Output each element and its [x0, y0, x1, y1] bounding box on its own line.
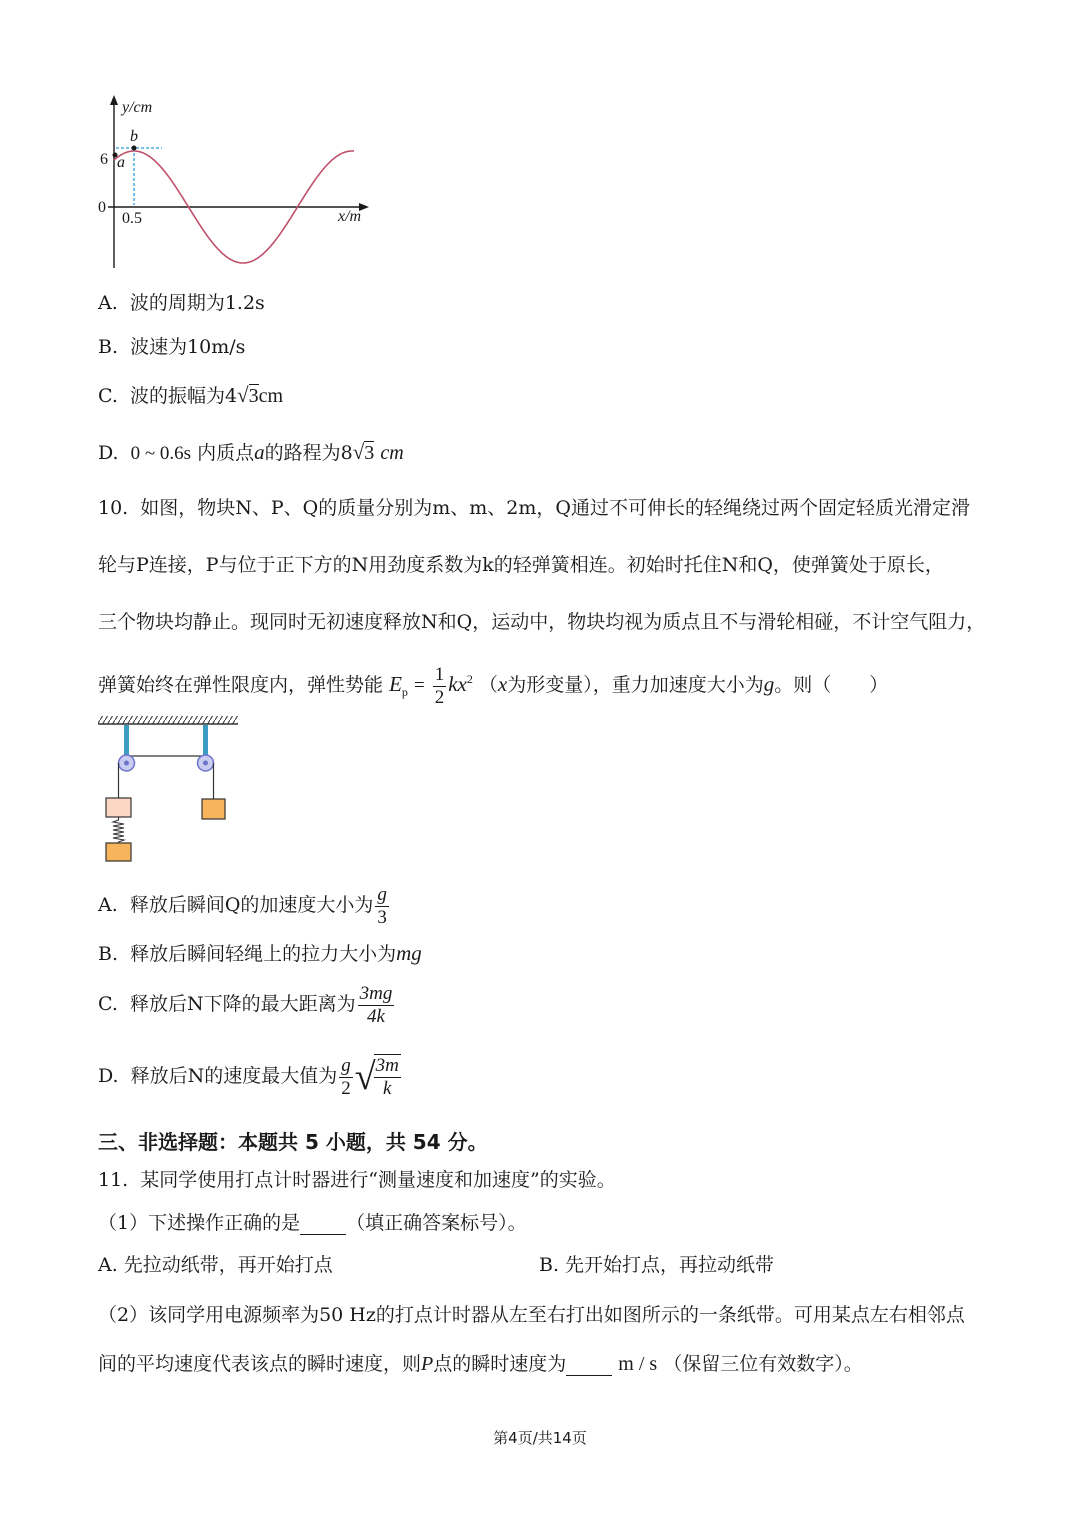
q9-option-c: C. 波的振幅为4√3cm — [98, 383, 284, 407]
tick-y-6: 6 — [100, 151, 108, 168]
wave-graph — [80, 92, 380, 277]
ceiling-hatch — [98, 716, 238, 724]
answer-blank-1[interactable] — [300, 1216, 346, 1235]
block-q — [202, 799, 225, 819]
q10-line2: 轮与P连接，P与位于正下方的N用劲度系数为k的轻弹簧相连。初始时托住N和Q，使弹簧处于原长， — [98, 554, 944, 576]
pulley-diagram — [95, 712, 245, 867]
origin-label: 0 — [98, 199, 106, 216]
q11-part2-line1: （2）该同学用电源频率为50 Hz的打点计时器从左至右打出如图所示的一条纸带。可用某点左右相邻点 — [98, 1304, 965, 1326]
q10-line1: 10. 如图，物块N、P、Q的质量分别为m、m、2m，Q通过不可伸长的轻绳绕过两个固定轻质光滑定滑 — [98, 497, 970, 519]
block-p — [106, 798, 131, 817]
section-heading: 三、非选择题：本题共 5 小题，共 54 分。 — [98, 1130, 488, 1154]
frac-g-2: $\frac{g}{2}$ — [341, 1054, 351, 1099]
q11-intro: 11. 某同学使用打点计时器进行“测量速度和加速度”的实验。 — [98, 1169, 616, 1191]
q10-option-b: B. 释放后瞬间轻绳上的拉力大小为mg — [98, 941, 422, 965]
q11-option-b: B. 先开始打点，再拉动纸带 — [539, 1254, 775, 1276]
half-fraction: $\frac{1}{2}$ — [434, 663, 445, 708]
x-axis-label: x/m — [338, 208, 362, 225]
frac-g-3: $\frac{g}{3}$ — [377, 883, 387, 928]
q10-line3: 三个物块均静止。现同时无初速度释放N和Q，运动中，物块均视为质点且不与滑轮相碰，不计空气阻力， — [98, 611, 986, 633]
frac-3mg-4k: $\frac{3mg}{4k}$ — [359, 982, 393, 1027]
page-footer: 第4页/共14页 — [493, 1429, 587, 1447]
y-axis-label: y/cm — [122, 99, 153, 116]
q10-option-c: C. 释放后N下降的最大距离为 $\frac{3mg}{4k}$ — [98, 982, 393, 1027]
q10-line4: 弹簧始终在弹性限度内，弹性势能 $E_p$ = $\frac{1}{2}$ $kx^2$ （x为形变量），重力加速度大小为g。则（ ） — [98, 663, 889, 708]
q10-option-a: A. 释放后瞬间Q的加速度大小为 $\frac{g}{3}$ — [98, 883, 387, 928]
frac-3m-k: $\frac{3m}{k}$ — [375, 1055, 399, 1099]
q9-option-b: B. 波速为10m/s — [98, 336, 246, 358]
q9-option-d: D. 0 ~ 0.6s 内质点a的路程为8√3 cm — [98, 440, 404, 464]
q9-option-a: A. 波的周期为1.2s — [98, 292, 265, 314]
point-a-label: a — [117, 154, 125, 171]
q10-option-d: D. 释放后N的速度最大值为 $\frac{g}{2}$ √ $\frac{3m}{k}$ — [98, 1054, 399, 1099]
q11-part1: （1）下述操作正确的是 （填正确答案标号）。 — [98, 1212, 527, 1234]
spring — [113, 817, 124, 843]
point-b-label: b — [130, 128, 138, 145]
q11-option-a: A. 先拉动纸带，再开始打点 — [98, 1254, 333, 1276]
tick-x-0-5: 0.5 — [122, 210, 142, 227]
point-b-dot — [132, 146, 137, 151]
block-n — [106, 843, 131, 861]
q11-part2-line2: 间的平均速度代表该点的瞬时速度，则P点的瞬时速度为 m / s （保留三位有效数字）。 — [98, 1353, 863, 1375]
answer-blank-2[interactable] — [566, 1357, 612, 1376]
